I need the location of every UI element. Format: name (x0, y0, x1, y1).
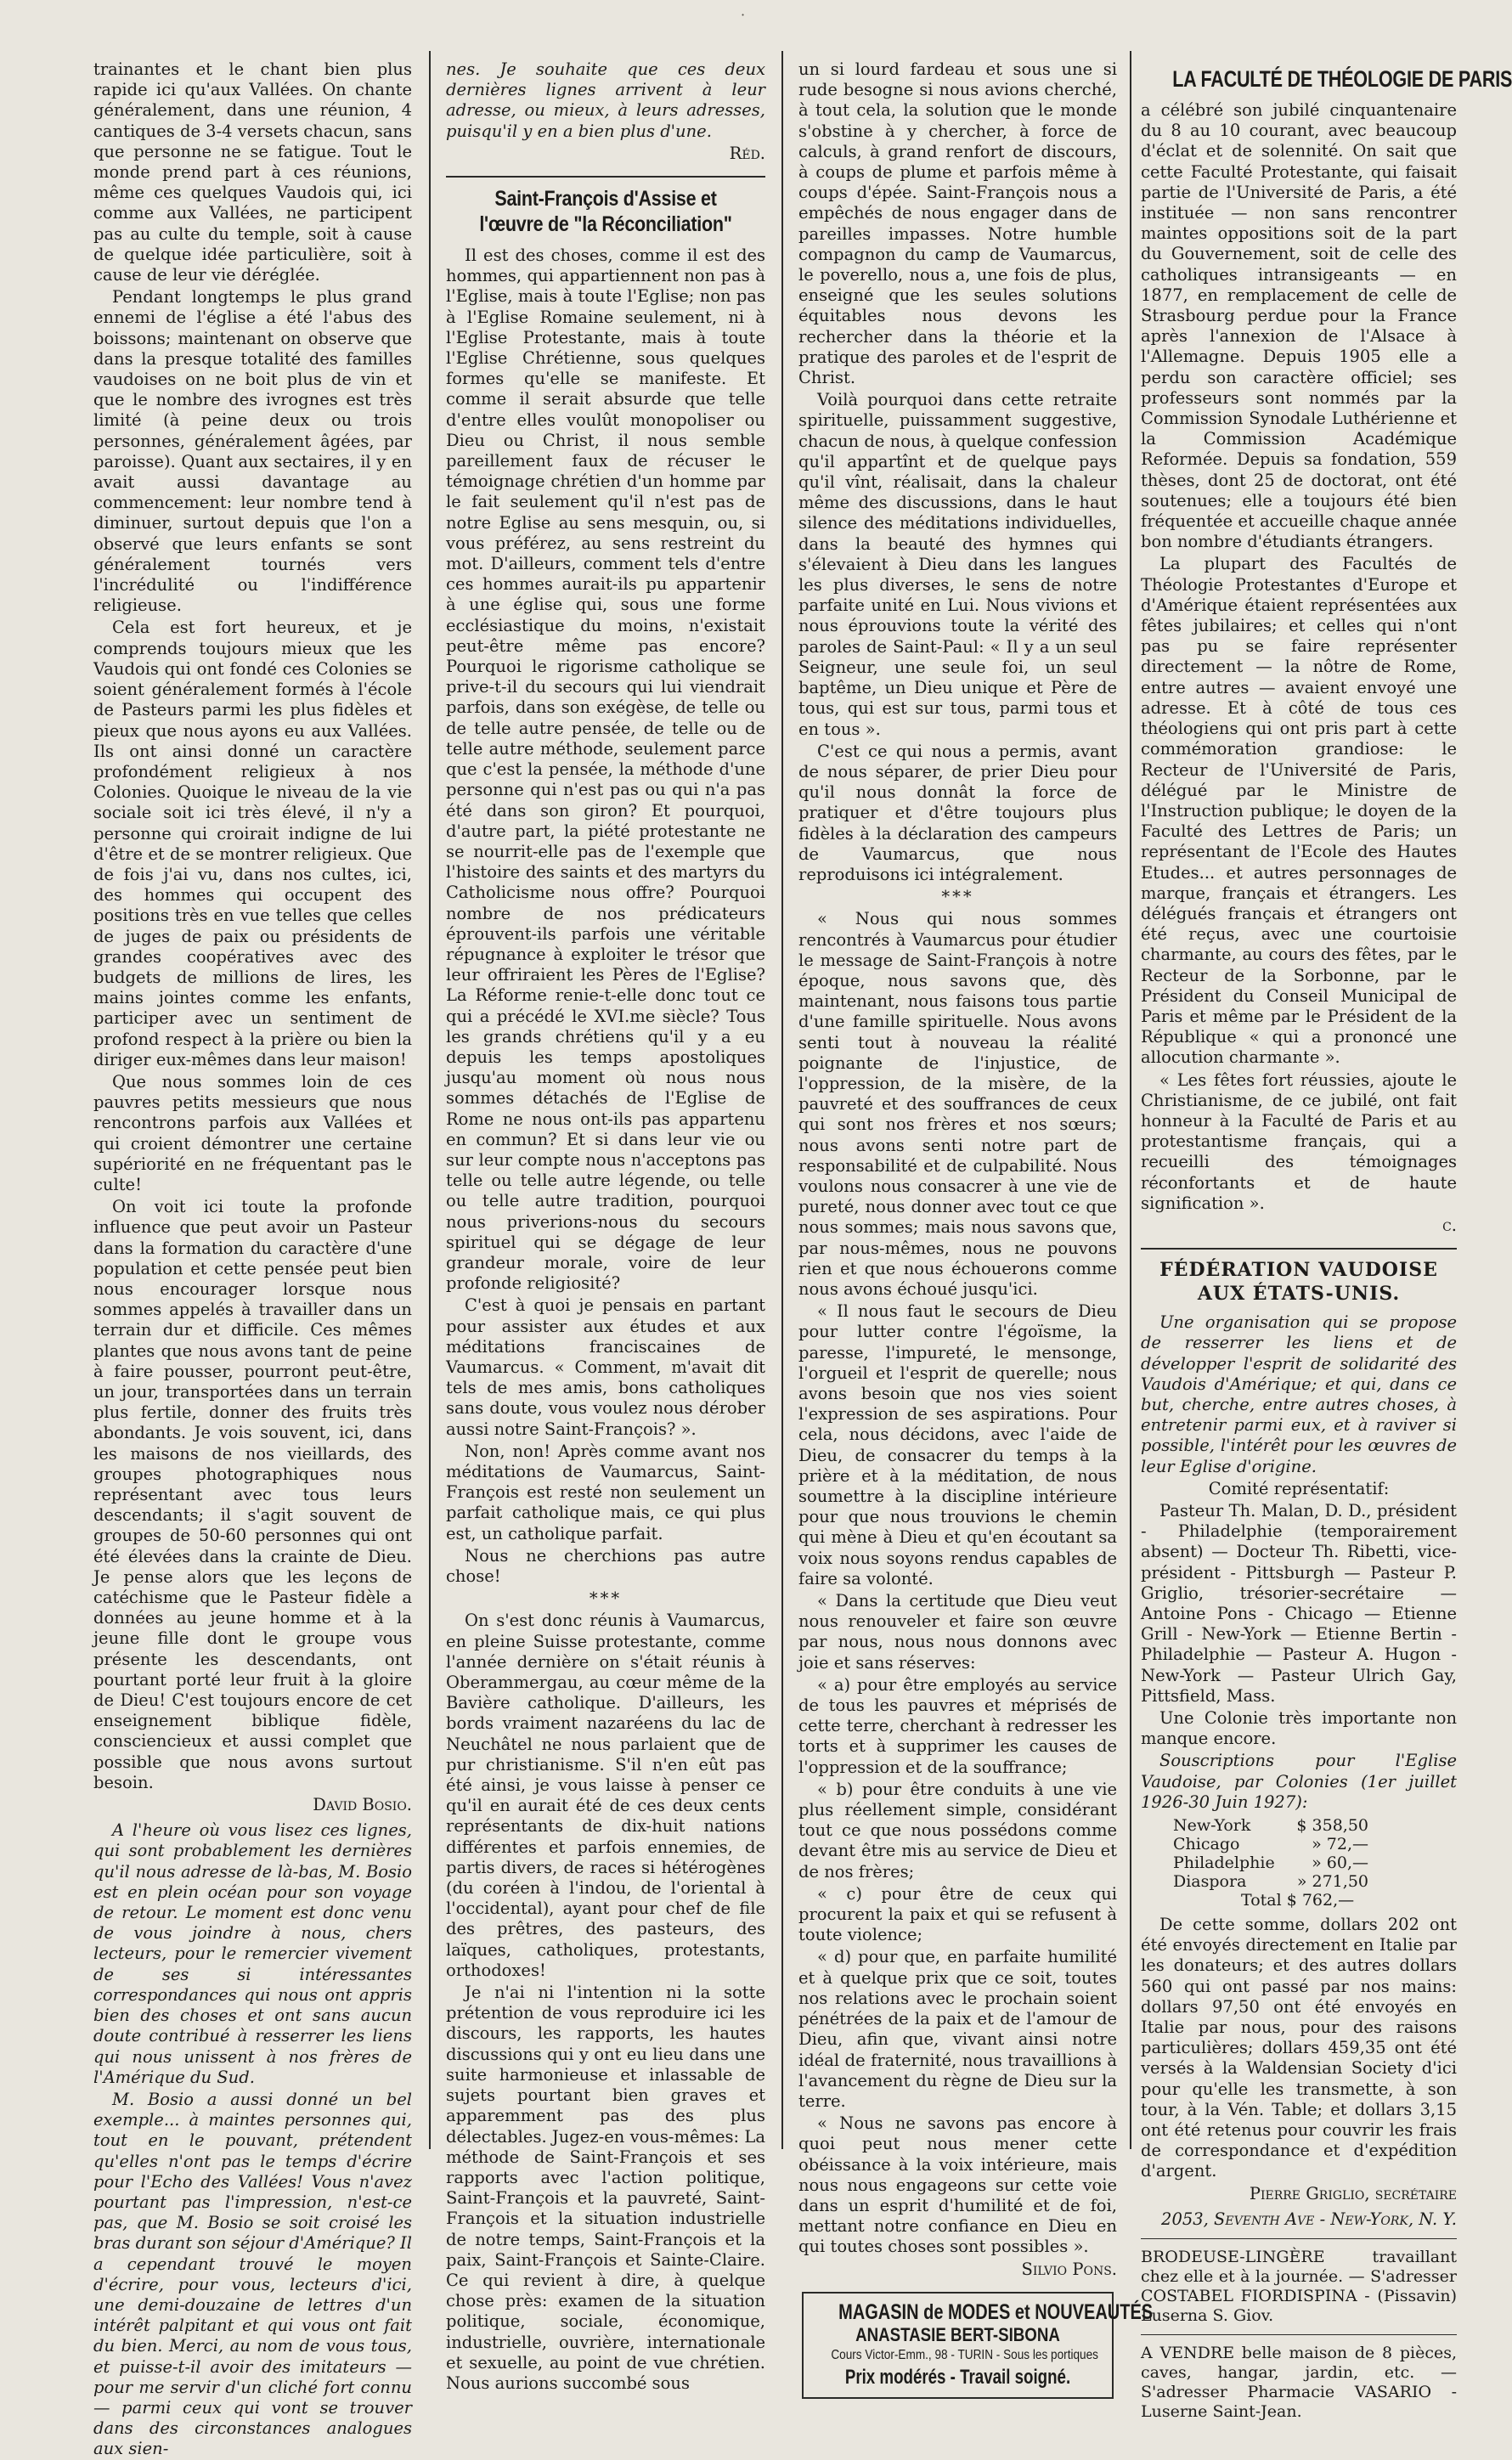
author-signature: Silvio Pons. (1021, 2259, 1117, 2279)
subscription-row (1173, 1872, 1368, 1891)
subscription-total: Total $ 762,— (1241, 1891, 1355, 1910)
paragraph: Non, non! Après comme avant nos méditations de Vaumarcus, Saint-François est resté non seulement un parfait catholique mais, ce qui plus est, un catholique parfait. (446, 1441, 765, 1543)
section-break: *** (589, 1588, 623, 1609)
editor-signature: Réd. (729, 143, 765, 163)
paragraph: Je n'ai ni l'intention ni la sotte prétention de vous reproduire ici les discours, les rapports, les hautes discussions qui y ont eu lieu dans une suite harmonieuse et inlassable de sujets pourtant bien graves et apparemment pas des plus délectables. Jugez-en vous-mêmes: La méthode de Saint-François et ses rapports avec l'action politique, Saint-François et la pauvreté, Saint-François et la situation industrielle de notre temps, Saint-François et la paix, Saint-François et Sainte-Claire. Ce qui revient à dire, à quelque chose près: examen de la situation politique, sociale, économique, industrielle, ouvrière, internationale et sexuelle, au point de vue chrétien. Nous aurions succombé sous (446, 1983, 765, 2393)
paragraph: Souscriptions pour l'Eglise Vaudoise, par Colonies (1er juillet 1926-30 Juin 1927): (1141, 1751, 1457, 1812)
paragraph: « d) pour que, en parfaite humilité et à quelque prix que ce soit, toutes nos relations avec le prochain soient pénétrées de la paix et de l'amour de Dieu, afin que, vivant ainsi notre idéal de fraternité, nous travaillions à l'avancement du règne de Dieu sur la terre. (798, 1947, 1117, 2111)
ad-line: ANASTASIE BERT-SIBONA (855, 2323, 1060, 2345)
paragraph: Une Colonie très importante non manque encore. (1141, 1708, 1457, 1749)
city: New-York (1173, 1816, 1251, 1836)
ad-line: Cours Victor-Emm., 98 - TURIN - Sous les portiques (831, 2347, 1098, 2362)
ad-line: MAGASIN de MODES et NOUVEAUTÉS (838, 2299, 1154, 2324)
section-title-line: AUX ÉTATS-UNIS. (1197, 1283, 1401, 1306)
city: Chicago (1173, 1835, 1240, 1854)
paragraph: Une organisation qui se propose de resserrer les liens et de développer l'esprit de solidarité des Vaudois d'Amérique; et qui, dans ce but, cherche, entre autres choses, à entretenir parmi eux, et à raviver si possible, l'intérêt pour les œuvres de leur Eglise d'origine. (1141, 1312, 1457, 1476)
paragraph: a célébré son jubilé cinquantenaire du 8 au 10 courant, avec beaucoup d'éclat et de solennité. On sait que cette Faculté Protestante, qui faisait partie de l'Université de Paris, a été instituée — non sans rencontrer maintes oppositions soit de la part du Gouvernement, soit de celle des catholiques intransigeants — en 1877, en remplacement de celle de Strasbourg perdue pour la France après l'annexion de l'Alsace à l'Allemagne. Depuis 1905 elle a perdu son caractère officiel; ses professeurs sont nommés par la Commission Synodale Luthérienne et la Commission Académique Reformée. Depuis sa fondation, 559 thèses, dont 25 de doctorat, ont été soutenues; elle a toujours été bien fréquentée et accueille chaque année bon nombre d'étudiants étrangers. (1141, 100, 1457, 552)
paragraph: Voilà pourquoi dans cette retraite spirituelle, puissamment suggestive, chacun de nous, à quelque confession qu'il appartînt et de quelque pays qu'il vînt, réalisait, dans la chaleur même des discussions, dans le haut silence des méditations individuelles, dans la beauté des hymnes qui s'élevaient à Dieu dans les langues les plus diverses, le sens de notre parfaite unité en Lui. Nous vivions et nous éprouvions toute la vérité des paroles de Saint-Paul: « Il y a un seul Seigneur, une seule foi, un seul baptême, un Dieu unique et Père de tous, qui est sur tous, parmi tous et en tous ». (798, 390, 1117, 739)
secretary-signature: Pierre Griglio, secrétaire (1249, 2183, 1457, 2203)
page-marker: · (740, 7, 746, 23)
column-2 (446, 59, 765, 2393)
article-headline: LA FACULTÉ DE THÉOLOGIE DE PARIS (1172, 66, 1512, 92)
shop-advertisement (802, 2292, 1154, 2399)
subscription-row (1173, 1853, 1368, 1872)
paragraph: trainantes et le chant bien plus rapide ici qu'aux Vallées. On chante généralement, dans une réunion, 4 cantiques de 3-4 versets chacun, sans que personne ne se fatigue. Tout le monde prend part à ces réunions, même ces quelques Vaudois qui, ici comme aux Vallées, ne participent pas au culte du temple, soit à cause de quelque idée particulière, soit à cause de leur vie déréglée. (93, 59, 412, 285)
editor-note: M. Bosio a aussi donné un bel exemple... à maintes personnes qui, tout en le pouvant, prétendent qu'elles n'ont pas le temps d'écrire pour l'Echo des Vallées! Vous n'avez pourtant pas l'impression, n'est-ce pas, que M. Bosio se soit croisé les bras durant son séjour d'Amérique? Il a cependant trouvé le moyen d'écrire, pour vous, lecteurs d'ici, une demi-douzaine de lettres d'un intérêt palpitant et qui vous ont fait du bien. Merci, au nom de vous tous, et puisse-t-il avoir des imitateurs — pour me servir d'un cliché fort connu — parmi ceux qui vont se trouver dans des circonstances analogues aux sien- (93, 2089, 412, 2459)
article-headline: Saint-François d'Assise et l'œuvre de "la Réconciliation" (479, 187, 732, 237)
paragraph: « Nous qui nous sommes rencontrés à Vaumarcus pour étudier le message de Saint-François à notre époque, nous savons que, dès maintenant, nous faisons tous partie d'une famille spirituelle. Nous avons senti tout à nouveau la réalité poignante de l'injustice, de l'oppression, de la misère, de la pauvreté et des souffrances de ceux qui sont nos frères et nos sœurs; nous avons senti notre part de responsabilité et de culpabilité. Nous voulons nous consacrer à une vie de pureté, nous donner avec tout ce que nous sommes; mais nous savons que, par nous-mêmes, nous ne pouvons rien et que nous échouerons comme nous avons échoué jusqu'ici. (798, 909, 1117, 1299)
paragraph: « Il nous faut le secours de Dieu pour lutter contre l'égoïsme, la paresse, l'impureté, le mensonge, l'orgueil et l'esprit de querelle; nous avons besoin que nos vies soient l'expression de ses aspirations. Pour cela, nous décidons, avec l'aide de Dieu, de consacrer du temps à la prière et à la méditation, de nous soumettre à la discipline intérieure pour que nous trouvions le chemin qui mène à Dieu et qu'en écoutant sa voix nous soyons rendus capables de faire sa volonté. (798, 1301, 1117, 1588)
city: Philadelphie (1173, 1853, 1275, 1873)
amount: » 72,— (1312, 1835, 1368, 1854)
paragraph: « c) pour être de ceux qui procurent la paix et qui se refusent à toute violence; (798, 1883, 1117, 1945)
amount: » 271,50 (1296, 1872, 1368, 1892)
classified-ad: A VENDRE belle maison de 8 pièces, caves, hangar, jardin, etc. — S'adresser Pharmacie VASARIO - Luserne Saint-Jean. (1141, 2344, 1457, 2422)
paragraph: « a) pour être employés au service de tous les pauvres et méprisés de cette terre, cherchant à redresser les torts et à supprimer les causes de l'oppression et de la souffrance; (798, 1674, 1117, 1777)
paragraph: un si lourd fardeau et sous une si rude besogne si nous avions cherché, à tout cela, la solution que le monde s'obstine à y chercher, à force de calculs, à grand renfort de discours, à coups de plume et parfois même à coups d'épée. Saint-François nous a empêchés de nous engager dans de pareilles impasses. Notre humble compagnon du camp de Vaumarcus, le poverello, nous a, une fois de plus, enseigné que les seules solutions équitables nous devons les rechercher dans la théorie et la pratique des paroles et de l'esprit de Christ. (798, 59, 1117, 388)
paragraph: « Les fêtes fort réussies, ajoute le Christianisme, de ce jubilé, ont fait honneur à la Faculté de Paris et au protestantisme français, qui a recueilli des témoignages réconfortants et de haute signification ». (1141, 1069, 1457, 1213)
city: Diaspora (1173, 1872, 1247, 1892)
author-signature: David Bosio. (313, 1795, 412, 1815)
subscription-row (1173, 1835, 1368, 1853)
paragraph: Que nous sommes loin de ces pauvres petits messieurs que nous rencontrons parfois aux Vallées et qui croient démontrer une certaine supériorité en ne fréquentant pas le culte! (93, 1071, 412, 1194)
paragraph: « b) pour être conduits à une vie plus réellement simple, considérant tout ce que nous possédons comme devant être mis au service de Dieu et de nos frères; (798, 1779, 1117, 1882)
section-title (1141, 1258, 1457, 1306)
paragraph: Nous ne cherchions pas autre chose! (446, 1545, 765, 1587)
column-1 (93, 59, 412, 2459)
paragraph: Il est des choses, comme il est des hommes, qui appartiennent non pas à l'Eglise, mais à toute l'Eglise; non pas à l'Eglise Romaine seulement, ni à l'Eglise Protestante, mais à toute l'Eglise Chrétienne, sous quelques formes qu'elle se manifeste. Et comme il serait absurde que telle d'entre elles voulût monopoliser ou Dieu ou Christ, il nous semble pareillement faux de récuser le témoignage chrétien d'un homme par le fait seulement qu'il n'est pas de notre Eglise au sens mesquin, ou, si vous préférez, au sens restreint du mot. D'ailleurs, comment tels d'entre ces hommes aurait-ils pu appartenir à une église qui, sous une forme ecclésiastique du moins, n'existait peut-être même pas encore? Pourquoi le rigorisme catholique se prive-t-il du secours qui lui viendrait parfois, dans son exégèse, de telle ou de telle autre pensée, de telle ou de telle autre méthode, seulement parce que c'est la pensée, la méthode d'une personne qui n'est pas ou qui n'a pas été dans son giron? Et pourquoi, d'autre part, la piété protestante ne se nourrit-elle pas de l'exemple que l'histoire des saints et des martyrs du Catholicisme nous offre? Pourquoi nombre de nos prédicateurs éprouvent-ils parfois une véritable répugnance à exploiter le trésor que leur offriraient les Pères de l'Eglise? La Réforme renie-t-elle donc tout ce qui a précédé le XVI.me siècle? Tous les grands chrétiens qu'il y a eu depuis les temps apostoliques jusqu'au moment où nous nous sommes détachés de l'Eglise de Rome ne nous ont-ils pas appartenu en commun? Et si dans leur vie ou sur leur compte nous n'acceptons pas telle ou telle autre légende, ou telle ou telle autre tradition, pourquoi nous priverions-nous du secours spirituel qui se dégage de leur grandeur morale, voire de leur profonde religiosité? (446, 245, 765, 1294)
paragraph: Pasteur Th. Malan, D. D., président - Philadelphie (temporairement absent) — Docteur Th. Ribetti, vice-président - Pittsburgh — Pasteur P. Griglio, trésorier-secrétaire — Antoine Pons - Chicago — Etienne Grill - New-York — Etienne Bertin - Philadelphie — Pasteur A. Hugon - New-York — Pasteur Ulrich Gay, Pittsfield, Mass. (1141, 1501, 1457, 1706)
address: 2053, Seventh Ave - New-York, N. Y. (1161, 2209, 1457, 2229)
paragraph: La plupart des Facultés de Théologie Protestantes d'Europe et d'Amérique étaient représentées aux fêtes jubilaires; et celles qui n'ont pas pu se faire représenter directement — la nôtre de Rome, entre autres — avaient envoyé une adresse. Et à côté de tous ces théologiens qui ont pris part à cette commémoration grandiose: le Recteur de l'Université de Paris, délégué par le Ministre de l'Instruction publique; le doyen de la Faculté des Lettres de Paris; un représentant de l'Ecole des Hautes Etudes... et autres personnages de marque, français et étrangers. Les délégués français et étrangers ont été reçus, avec une courtoisie charmante, au cours des fêtes, par le Recteur de la Sorbonne, par le Président du Conseil Municipal de Paris et même par le Président de la République « qui a prononcé une allocution charmante ». (1141, 554, 1457, 1068)
author-signature: c. (1442, 1215, 1457, 1235)
subscription-row (1173, 1816, 1368, 1835)
paragraph: C'est ce qui nous a permis, avant de nous séparer, de prier Dieu pour qu'il nous donnât la force de pratiquer et d'être toujours plus fidèles à la déclaration des campeurs de Vaumarcus, que nous reproduisons ici intégralement. (798, 741, 1117, 884)
paragraph: « Nous ne savons pas encore à quoi peut nous mener cette obéissance à la voix intérieure, mais nous nous engageons sur cette voie dans un esprit d'humilité et de foi, mettant notre confiance en Dieu en qui toutes choses sont possibles ». (798, 2113, 1117, 2257)
paragraph: On voit ici toute la profonde influence que peut avoir un Pasteur dans la formation du caractère d'une population et cette pensée peut bien nous encourager lorsque nous sommes appelés à travailler dans un terrain dur et difficile. Ces mêmes plantes que nous avons tant de peine à faire pousser, pourront peut-être, un jour, transportées dans un terrain plus fertile, donner des fruits très abondants. Je vois souvent, ici, dans les maisons de nos vieillards, des groupes photographiques nous représentant avec tous leurs descendants; il s'agit souvent de groupes de 50-60 personnes qui ont été élevées dans la crainte de Dieu. Je pense alors que les leçons de catéchisme que le Pasteur fidèle a données au jeune homme et à la jeune fille dont le groupe vous présente les descendants, ont pourtant porté leur fruit à la gloire de Dieu! C'est toujours encore de cet enseignement biblique fidèle, consciencieux et aussi complet que possible que nous avons surtout besoin. (93, 1197, 412, 1792)
amount: $ 358,50 (1296, 1816, 1368, 1836)
paragraph: Pendant longtemps le plus grand ennemi de l'église a été l'abus des boissons; maintenant on observe que dans la presque totalité des familles vaudoises on ne boit plus de vin et que le nombre des ivrognes est très limité (à peine deux ou trois personnes, généralement âgées, par paroisse). Quant aux sectaires, il y en avait aussi davantage au commencement: leur nombre tend à diminuer, surtout depuis que l'on a observé que leurs enfants se sont généralement tournés vers l'incrédulité ou l'indifférence religieuse. (93, 287, 412, 616)
paragraph: Cela est fort heureux, et je comprends toujours mieux que les Vaudois qui ont fondé ces Colonies se soient généralement formés à l'école de Pasteurs parmi les plus fidèles et pieux que nous ayons eu aux Vallées. Ils ont ainsi donné un caractère profondément religieux à nos Colonies. Quoique le niveau de la vie sociale soit ici très élevé, il n'y a personne qui croirait indigne de lui d'être et de se montrer religieux. Que de fois j'ai vu, dans nos cultes, ici, des hommes qui occupent des positions très en vue telles que celles de juges de paix ou présidents de grandes coopératives avec des budgets de millions de lires, les mains jointes comme les enfants, participer avec un sentiment de profond respect à la prière ou bien la diriger eux-mêmes dans leur maison! (93, 618, 412, 1069)
amount: » 60,— (1312, 1853, 1368, 1873)
column-rule (429, 51, 431, 2149)
section-title-line: FÉDÉRATION VAUDOISE (1159, 1259, 1438, 1282)
subheading: Comité représentatif: (1208, 1478, 1390, 1498)
section-break: *** (941, 887, 974, 907)
ad-line: Prix modérés - Travail soigné. (844, 2365, 1071, 2389)
divider (1141, 1248, 1457, 1250)
paragraph: C'est à quoi je pensais en partant pour assister aux études et aux méditations franciscaines de Vaumarcus. « Comment, m'avait dit tels de mes amis, bons catholiques sans doute, vous voulez nous dérober aussi notre Saint-François? ». (446, 1295, 765, 1439)
paragraph: On s'est donc réunis à Vaumarcus, en pleine Suisse protestante, comme l'année dernière on s'était réunis à Oberammergau, au cœur même de la Bavière catholique. D'ailleurs, les bords vraiment nazaréens du lac de Neuchâtel ne nous parlaient que de pur christianisme. S'il n'en eût pas été ainsi, je vous laisse à penser ce qu'il en aurait été de ces deux cents représentants de dix-huit nations différentes et parfois ennemies, de partis divers, de races si hétérogènes (du coréen à l'indou, de l'oriental à l'occidental), ayant pour chef de file des prêtres, des pasteurs, des laïques, catholiques, protestants, orthodoxes! (446, 1611, 765, 1980)
column-rule (1130, 51, 1131, 2149)
paragraph: « Dans la certitude que Dieu veut nous renouveler et faire son œuvre par nous, nous nous donnons avec joie et sans réserves: (798, 1591, 1117, 1673)
editor-note: A l'heure où vous lisez ces lignes, qui sont probablement les dernières qu'il nous adresse de là-bas, M. Bosio est en plein océan pour son voyage de retour. Le moment est donc venu de vous joindre à nous, chers lecteurs, pour le remercier vivement de ses si intéressantes correspondances qui nous ont appris bien des choses et ont sans aucun doute contribué à resserrer les liens qui nous unissent à nos frères de l'Amérique du Sud. (93, 1820, 412, 2087)
subscription-table (1173, 1816, 1368, 1910)
column-3 (798, 59, 1154, 2389)
column-rule (781, 51, 783, 2149)
classified-ad: BRODEUSE-LINGÈRE travaillant chez elle et à la journée. — S'adresser COSTABEL FIORDISPINA - (Pissavin) Luserna S. Giov. (1141, 2248, 1457, 2326)
divider (446, 176, 765, 178)
column-4 (1141, 59, 1512, 2422)
paragraph: De cette somme, dollars 202 ont été envoyés directement en Italie par les donateurs; et des autres dollars 560 qui ont passé par nos mains: dollars 97,50 ont été envoyés en Italie par nous, pour des raisons particulières; dollars 459,35 ont été versés à la Waldensian Society d'ici pour qu'elle les transmette, à son tour, à la Vén. Table; et dollars 3,15 ont été retenus pour couvrir les frais de correspondance et d'expédition d'argent. (1141, 1915, 1457, 2181)
divider (1141, 2334, 1457, 2335)
editor-note: nes. Je souhaite que ces deux dernières lignes arrivent à leur adresse, ou mieux, à leurs adresses, puisqu'il y en a bien plus d'une. (446, 59, 765, 141)
divider (1141, 2238, 1457, 2239)
